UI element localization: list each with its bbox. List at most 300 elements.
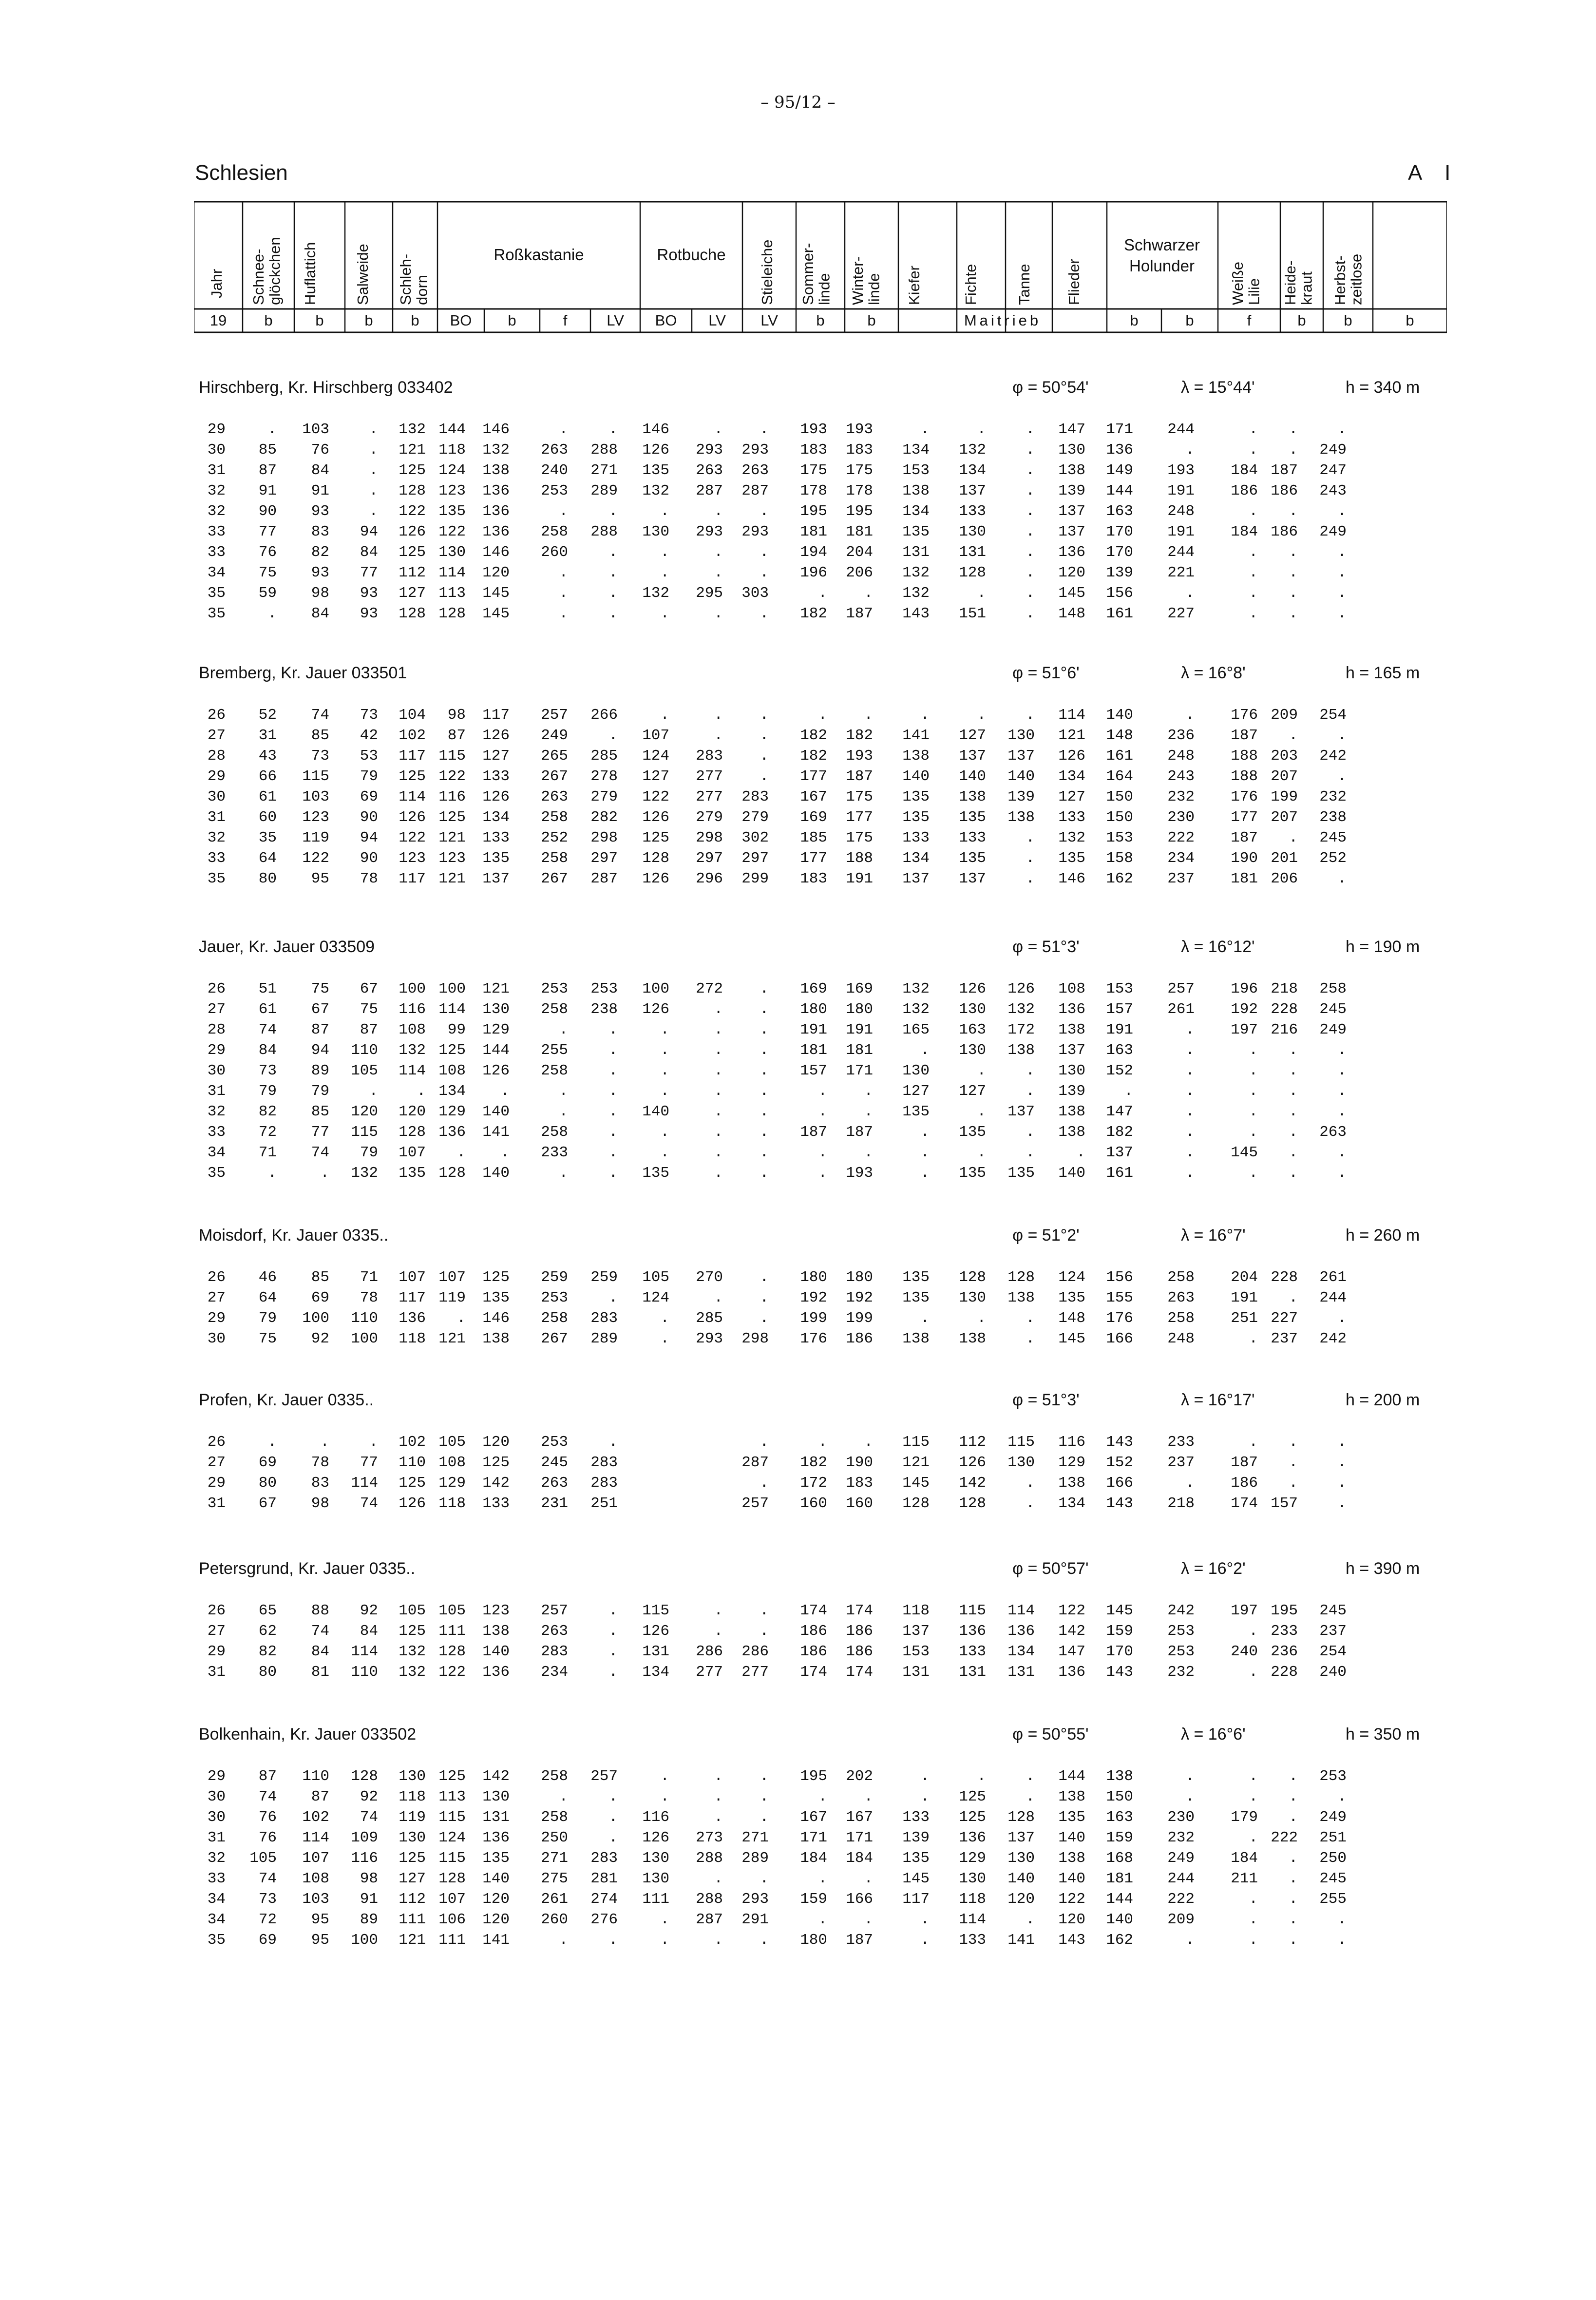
data-cell: 184	[1231, 523, 1258, 540]
header-salweide: Salweide	[354, 244, 371, 305]
data-cell: 75	[311, 980, 329, 997]
data-cell: .	[760, 544, 769, 561]
data-cell: .	[760, 421, 769, 438]
data-cell: .	[1249, 1062, 1258, 1079]
year-cell: 35	[207, 585, 226, 602]
table-row	[199, 1103, 1446, 1124]
data-cell: .	[920, 1124, 930, 1141]
table-row	[199, 1062, 1446, 1083]
table-row	[199, 1042, 1446, 1062]
data-cell: 193	[1167, 462, 1195, 479]
data-cell: .	[714, 564, 723, 581]
data-cell: 126	[482, 788, 510, 805]
data-cell: .	[1289, 564, 1298, 581]
data-cell: .	[1185, 1144, 1195, 1161]
data-cell: 79	[311, 1083, 329, 1100]
data-cell: .	[1249, 1083, 1258, 1100]
data-cell: .	[660, 1124, 669, 1141]
data-cell: 285	[696, 1310, 723, 1327]
data-cell: 80	[258, 1475, 277, 1492]
year-cell: 29	[207, 1310, 226, 1327]
data-cell: 110	[351, 1664, 378, 1681]
longitude: λ = 16°2'	[1181, 1559, 1246, 1578]
data-cell: 76	[258, 1809, 277, 1826]
data-cell: 181	[800, 523, 827, 540]
data-cell: 148	[1058, 605, 1085, 622]
data-cell: 238	[1319, 809, 1347, 826]
data-cell: 90	[258, 503, 277, 520]
data-cell: 190	[1231, 850, 1258, 867]
data-cell: .	[1249, 585, 1258, 602]
data-cell: 145	[902, 1475, 930, 1492]
data-cell: .	[760, 1062, 769, 1079]
data-cell: 62	[258, 1623, 277, 1640]
data-cell: .	[1185, 1124, 1195, 1141]
year-cell: 30	[207, 1330, 226, 1347]
data-cell: 275	[541, 1870, 568, 1887]
data-cell: 105	[399, 1602, 426, 1619]
data-cell: 131	[959, 1664, 986, 1681]
data-cell: .	[1337, 1788, 1347, 1805]
data-cell: 135	[902, 1289, 930, 1306]
data-cell: .	[714, 1062, 723, 1079]
table-row	[199, 1623, 1446, 1643]
data-cell: 136	[482, 1664, 510, 1681]
data-cell: 159	[1106, 1623, 1133, 1640]
data-cell: 180	[846, 1269, 873, 1286]
data-cell: 126	[399, 1495, 426, 1512]
data-cell: 181	[1106, 1870, 1133, 1887]
data-cell: 51	[258, 980, 277, 997]
data-cell: .	[760, 1932, 769, 1949]
data-cell: 181	[846, 1042, 873, 1059]
data-cell: 112	[959, 1434, 986, 1451]
unit-cell: f	[563, 312, 568, 329]
data-cell: 161	[1106, 1165, 1133, 1182]
data-cell: .	[1337, 564, 1347, 581]
data-cell: 144	[1058, 1768, 1085, 1785]
data-cell: .	[714, 1103, 723, 1120]
data-cell: 254	[1319, 1643, 1347, 1660]
data-cell: 187	[1231, 829, 1258, 846]
data-cell: 72	[258, 1911, 277, 1928]
data-cell: 120	[482, 1911, 510, 1928]
data-rows	[199, 707, 1446, 891]
data-cell: 137	[959, 870, 986, 887]
data-cell: 257	[541, 1602, 568, 1619]
data-cell: 111	[399, 1911, 426, 1928]
data-cell: 114	[438, 1001, 466, 1018]
year-cell: 34	[207, 1911, 226, 1928]
data-cell: 75	[360, 1001, 378, 1018]
data-cell: 289	[590, 1330, 618, 1347]
data-cell: .	[559, 421, 568, 438]
data-cell: .	[818, 1788, 827, 1805]
data-cell: 184	[1231, 462, 1258, 479]
data-cell: 240	[1319, 1664, 1347, 1681]
data-cell: 128	[438, 1643, 466, 1660]
data-cell: .	[1026, 1788, 1035, 1805]
data-cell: 274	[590, 1891, 618, 1908]
data-cell: 115	[902, 1434, 930, 1451]
data-cell: 128	[438, 1165, 466, 1182]
data-cell: 184	[1231, 1850, 1258, 1867]
data-cell: .	[1337, 870, 1347, 887]
data-cell: 77	[258, 523, 277, 540]
data-cell: .	[714, 605, 723, 622]
data-cell: .	[864, 707, 873, 724]
data-cell: 127	[959, 727, 986, 744]
table-row	[199, 1602, 1446, 1623]
data-cell: .	[267, 1434, 277, 1451]
table-row	[199, 1768, 1446, 1788]
data-cell: .	[456, 1310, 466, 1327]
data-cell: 130	[482, 1788, 510, 1805]
data-cell: .	[920, 1042, 930, 1059]
data-cell: 92	[360, 1788, 378, 1805]
data-cell: 282	[590, 809, 618, 826]
data-cell: 176	[800, 1330, 827, 1347]
year-cell: 31	[207, 1495, 226, 1512]
header-fichte: Fichte	[962, 264, 979, 305]
data-cell: 135	[959, 1124, 986, 1141]
data-cell: 130	[959, 1001, 986, 1018]
data-cell: 105	[351, 1062, 378, 1079]
data-cell: .	[608, 1602, 618, 1619]
data-cell: 260	[541, 544, 568, 561]
table-row	[199, 1664, 1446, 1684]
header-kiefer: Kiefer	[906, 266, 923, 305]
data-cell: 231	[541, 1495, 568, 1512]
data-cell: 253	[541, 980, 568, 997]
data-cell: .	[714, 1124, 723, 1141]
data-cell: 127	[482, 748, 510, 765]
data-cell: 218	[1167, 1495, 1195, 1512]
data-cell: 130	[642, 523, 669, 540]
data-cell: .	[1026, 462, 1035, 479]
data-cell: 242	[1319, 748, 1347, 765]
year-cell: 27	[207, 1623, 226, 1640]
data-cell: 125	[399, 544, 426, 561]
data-cell: 91	[311, 482, 329, 499]
data-cell: .	[760, 1768, 769, 1785]
unit-cell: b	[411, 312, 419, 329]
data-cell: 133	[902, 829, 930, 846]
data-cell: 114	[399, 1062, 426, 1079]
data-cell: 129	[438, 1103, 466, 1120]
data-cell: 92	[311, 1330, 329, 1347]
data-cell: .	[1249, 564, 1258, 581]
data-cell: 138	[1106, 1768, 1133, 1785]
data-cell: 107	[642, 727, 669, 744]
data-cell: .	[714, 421, 723, 438]
data-cell: .	[608, 564, 618, 581]
data-cell: .	[864, 1911, 873, 1928]
data-cell: 118	[399, 1330, 426, 1347]
data-cell: 113	[438, 1788, 466, 1805]
data-cell: .	[1289, 1454, 1298, 1471]
data-cell: .	[1249, 1932, 1258, 1949]
data-cell: .	[864, 1434, 873, 1451]
table-row	[199, 605, 1446, 626]
data-cell: 128	[438, 605, 466, 622]
data-cell: .	[760, 1124, 769, 1141]
data-cell: 120	[1058, 564, 1085, 581]
data-cell: 130	[1058, 441, 1085, 459]
data-cell: 135	[902, 809, 930, 826]
data-cell: 142	[482, 1768, 510, 1785]
data-cell: 195	[800, 503, 827, 520]
region-title: Schlesien	[195, 161, 288, 185]
data-cell: .	[760, 1602, 769, 1619]
latitude: φ = 51°6'	[1012, 664, 1080, 682]
data-cell: 87	[360, 1021, 378, 1038]
data-cell: .	[608, 1103, 618, 1120]
data-cell: .	[660, 1083, 669, 1100]
data-cell: 278	[590, 768, 618, 785]
data-cell: .	[1289, 1434, 1298, 1451]
unit-cell: BO	[655, 312, 677, 329]
data-cell: 107	[399, 1269, 426, 1286]
data-cell: .	[1026, 605, 1035, 622]
data-cell: 289	[590, 482, 618, 499]
data-cell: .	[369, 441, 378, 459]
data-cell: .	[818, 1870, 827, 1887]
data-cell: 245	[1319, 1602, 1347, 1619]
data-cell: 127	[399, 1870, 426, 1887]
data-cell: 146	[1058, 870, 1085, 887]
data-cell: 204	[1231, 1269, 1258, 1286]
data-cell: .	[760, 605, 769, 622]
station-name: Jauer, Kr. Jauer 033509	[199, 938, 375, 956]
data-cell: 230	[1167, 1809, 1195, 1826]
data-cell: 288	[696, 1850, 723, 1867]
data-cell: 147	[1058, 1643, 1085, 1660]
data-cell: 258	[541, 523, 568, 540]
data-cell: .	[864, 585, 873, 602]
data-cell: 166	[1106, 1330, 1133, 1347]
data-cell: 115	[351, 1124, 378, 1141]
data-cell: 177	[800, 768, 827, 785]
data-cell: .	[608, 1144, 618, 1161]
data-cell: 187	[1231, 727, 1258, 744]
data-cell: .	[714, 1289, 723, 1306]
unit-cell: b	[1130, 312, 1139, 329]
data-cell: 261	[541, 1891, 568, 1908]
data-cell: .	[714, 1001, 723, 1018]
data-cell: 130	[399, 1768, 426, 1785]
data-cell: 146	[482, 1310, 510, 1327]
data-cell: 191	[1231, 1289, 1258, 1306]
latitude: φ = 51°3'	[1012, 938, 1080, 956]
data-cell: .	[760, 1144, 769, 1161]
data-cell: .	[818, 1144, 827, 1161]
data-cell: 175	[846, 829, 873, 846]
data-cell: 177	[1231, 809, 1258, 826]
data-cell: .	[1026, 850, 1035, 867]
data-cell: 114	[351, 1475, 378, 1492]
unit-cell: b	[364, 312, 373, 329]
data-cell: 295	[696, 585, 723, 602]
data-cell: 126	[399, 523, 426, 540]
data-cell: 138	[482, 1330, 510, 1347]
data-cell: 129	[1058, 1454, 1085, 1471]
data-cell: 250	[541, 1829, 568, 1846]
data-cell: 258	[541, 1768, 568, 1785]
data-cell: 176	[1231, 788, 1258, 805]
data-cell: 159	[800, 1891, 827, 1908]
data-cell: 87	[258, 1768, 277, 1785]
data-cell: 128	[399, 482, 426, 499]
data-cell: .	[608, 1021, 618, 1038]
data-cell: .	[1337, 727, 1347, 744]
data-cell: 126	[642, 1623, 669, 1640]
data-cell: 136	[1058, 544, 1085, 561]
data-cell: 191	[800, 1021, 827, 1038]
data-cell: 247	[1319, 462, 1347, 479]
data-cell: 186	[800, 1643, 827, 1660]
data-cell: .	[559, 564, 568, 581]
data-cell: 135	[959, 850, 986, 867]
data-cell: .	[1289, 1083, 1298, 1100]
data-cell: 196	[800, 564, 827, 581]
data-cell: 186	[1271, 482, 1298, 499]
data-cell: 178	[846, 482, 873, 499]
data-cell: 135	[902, 523, 930, 540]
data-cell: 171	[846, 1829, 873, 1846]
table-row	[199, 1454, 1446, 1475]
data-cell: .	[320, 1165, 329, 1182]
unit-cell: b	[264, 312, 273, 329]
data-cell: .	[660, 544, 669, 561]
data-cell: .	[1249, 421, 1258, 438]
data-cell: 129	[959, 1850, 986, 1867]
year-cell: 30	[207, 1788, 226, 1805]
data-cell: 116	[351, 1850, 378, 1867]
data-cell: 130	[399, 1829, 426, 1846]
data-cell: 227	[1271, 1310, 1298, 1327]
data-cell: 182	[800, 605, 827, 622]
data-cell: 69	[311, 1289, 329, 1306]
data-cell: 186	[800, 1623, 827, 1640]
data-cell: 69	[360, 788, 378, 805]
data-cell: 291	[741, 1911, 769, 1928]
data-cell: 177	[846, 809, 873, 826]
longitude: λ = 16°6'	[1181, 1725, 1246, 1744]
data-cell: 94	[360, 829, 378, 846]
data-cell: 260	[541, 1911, 568, 1928]
table-row	[199, 523, 1446, 544]
data-cell: 138	[902, 748, 930, 765]
table-row	[199, 1144, 1446, 1165]
data-cell: .	[920, 1144, 930, 1161]
data-cell: 272	[696, 980, 723, 997]
data-cell: .	[267, 605, 277, 622]
year-cell: 32	[207, 482, 226, 499]
data-cell: 195	[800, 1768, 827, 1785]
data-cell: 111	[438, 1623, 466, 1640]
data-cell: 248	[1167, 748, 1195, 765]
data-cell: 131	[902, 544, 930, 561]
station-section	[199, 664, 1446, 891]
data-cell: 94	[311, 1042, 329, 1059]
data-cell: 134	[959, 462, 986, 479]
data-cell: 249	[1167, 1850, 1195, 1867]
data-cell: 197	[1231, 1021, 1258, 1038]
data-cell: 78	[360, 870, 378, 887]
data-cell: 76	[311, 441, 329, 459]
data-cell: 153	[902, 462, 930, 479]
data-cell: 116	[399, 1001, 426, 1018]
data-cell: 206	[1271, 870, 1298, 887]
data-cell: 188	[1231, 768, 1258, 785]
data-cell: .	[1289, 1144, 1298, 1161]
data-cell: 230	[1167, 809, 1195, 826]
data-cell: 297	[590, 850, 618, 867]
data-cell: 134	[642, 1664, 669, 1681]
data-cell: 253	[541, 482, 568, 499]
data-cell: 180	[800, 1269, 827, 1286]
data-cell: 87	[447, 727, 466, 744]
data-cell: 244	[1167, 421, 1195, 438]
data-cell: 209	[1271, 707, 1298, 724]
data-cell: 263	[541, 1623, 568, 1640]
data-cell: .	[760, 1021, 769, 1038]
data-cell: .	[1026, 1124, 1035, 1141]
data-rows	[199, 421, 1446, 626]
data-cell: .	[1337, 1042, 1347, 1059]
data-cell: 279	[590, 788, 618, 805]
year-cell: 30	[207, 1809, 226, 1826]
data-cell: 121	[438, 829, 466, 846]
data-cell: .	[1185, 1021, 1195, 1038]
data-cell: 293	[741, 523, 769, 540]
data-cell: .	[1026, 1768, 1035, 1785]
data-cell: 192	[800, 1289, 827, 1306]
data-cell: .	[660, 1330, 669, 1347]
data-cell: 69	[258, 1454, 277, 1471]
data-cell: 184	[800, 1850, 827, 1867]
data-cell: 144	[1106, 482, 1133, 499]
data-cell: .	[1289, 1124, 1298, 1141]
data-cell: 252	[1319, 850, 1347, 867]
data-cell: 161	[1106, 605, 1133, 622]
data-cell: .	[369, 421, 378, 438]
data-cell: 98	[360, 1870, 378, 1887]
table-row	[199, 748, 1446, 768]
data-cell: .	[608, 1623, 618, 1640]
data-cell: 277	[741, 1664, 769, 1681]
data-cell: .	[608, 727, 618, 744]
data-cell: .	[1026, 1495, 1035, 1512]
data-cell: 250	[1319, 1850, 1347, 1867]
data-cell: 132	[902, 585, 930, 602]
data-cell: 84	[258, 1042, 277, 1059]
data-cell: 140	[1058, 1870, 1085, 1887]
data-cell: .	[714, 503, 723, 520]
data-cell: 121	[902, 1454, 930, 1471]
year-cell: 30	[207, 441, 226, 459]
data-cell: 103	[302, 1891, 329, 1908]
data-cell: 191	[846, 1021, 873, 1038]
data-cell: 243	[1319, 482, 1347, 499]
data-cell: 136	[482, 523, 510, 540]
data-cell: 167	[800, 788, 827, 805]
data-cell: 136	[1058, 1664, 1085, 1681]
data-cell: 298	[590, 829, 618, 846]
data-cell: 207	[1271, 768, 1298, 785]
data-cell: 134	[482, 809, 510, 826]
